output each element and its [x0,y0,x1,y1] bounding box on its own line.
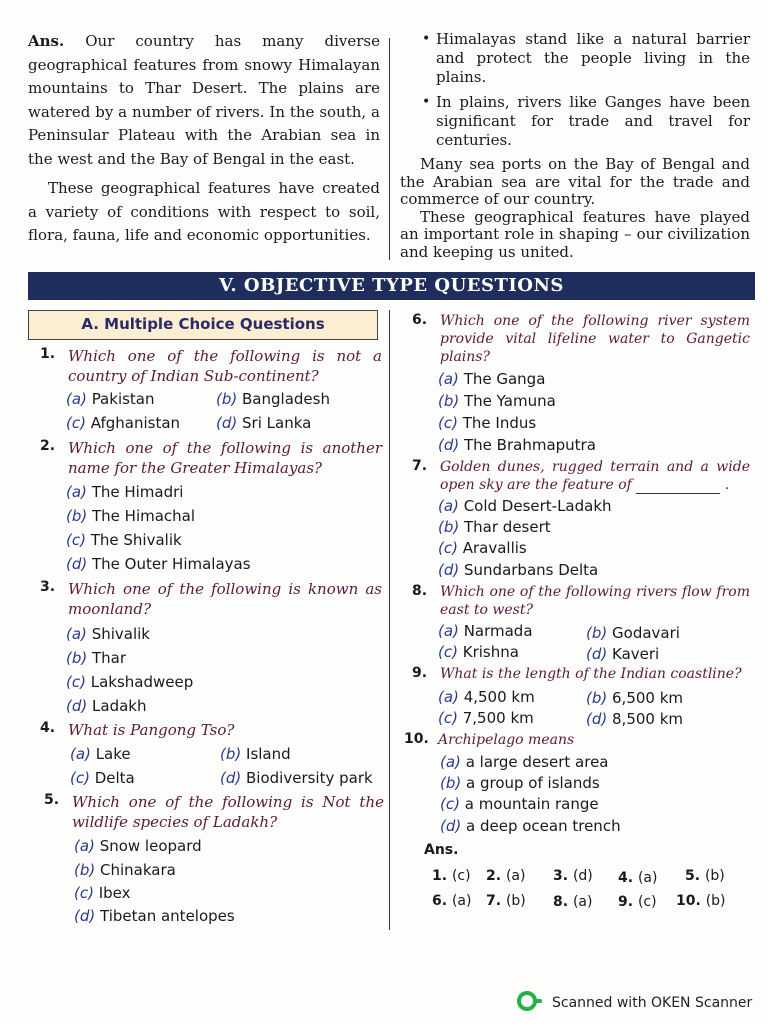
answer-key-item: 9. (c) [618,894,657,910]
option: (b) Godavari [586,624,680,642]
question-number: 4. [40,720,56,736]
answer-key-item: 10. (b) [676,893,726,909]
answer-key-item: 3. (d) [553,868,593,884]
answer-key-item: 2. (a) [486,868,526,884]
answer-key-item: 7. (b) [486,893,526,909]
question-text: Which one of the following is known as moonland? [68,580,382,618]
question-text: What is the length of the Indian coastline? [440,666,742,682]
bullet-item [400,93,750,150]
question-number: 3. [40,579,56,595]
question-text: Which one of the following is not a country of Indian Sub-continent? [68,347,382,385]
option: (d) Sundarbans Delta [438,561,599,579]
option: (b) Chinakara [74,861,176,879]
subsection-heading: A. Multiple Choice Questions [28,310,378,340]
answer-lead: Ans. [28,32,65,50]
option: (d) 8,500 km [586,710,684,728]
question-number: 6. [412,312,428,328]
scanner-watermark [516,990,752,1016]
answer-paragraph-4: These geographical features have played an important role in shaping – our civilization and keeping us united. [400,207,750,261]
question-number: 7. [412,458,428,474]
option: (b) Island [220,745,291,763]
option: (c) Lakshadweep [66,673,194,691]
option: (a) 4,500 km [438,688,535,706]
option: (d) The Outer Himalayas [66,555,251,573]
question-number: 5. [44,792,60,808]
bullet-item [400,30,750,87]
answer-key-item: 6. (a) [432,893,472,909]
answer-key-label: Ans. [424,842,459,858]
question-number: 2. [40,438,56,454]
option: (a) Lake [70,745,131,763]
column-divider [389,310,390,930]
option: (d) Tibetan antelopes [74,907,235,925]
answer-left-column [28,30,380,248]
answer-key-item: 1. (c) [432,868,471,884]
answer-right-column [400,30,750,261]
option: (c) Krishna [438,643,519,661]
option: (a) The Ganga [438,370,546,388]
answer-blank [636,480,720,494]
answer-key-item: 8. (a) [553,894,593,910]
question-text: Which one of the following river system provide vital lifeline water to Gangetic plains? [440,313,750,365]
option: (a) Pakistan [66,390,155,408]
section-banner: V. OBJECTIVE TYPE QUESTIONS [28,272,755,300]
option: (d) Ladakh [66,697,147,715]
option: (d) Kaveri [586,645,660,663]
option: (d) a deep ocean trench [440,817,621,835]
option: (a) a large desert area [440,753,609,771]
option: (a) Cold Desert-Ladakh [438,497,612,515]
bullet-text: In plains, rivers like Ganges have been significant for trade and travel for centuries. [436,93,750,149]
scanner-watermark-text: Scanned with OKEN Scanner [552,995,753,1011]
option: (c) 7,500 km [438,709,534,727]
question-number: 1. [40,346,56,362]
question-text: Which one of the following is Not the wildlife species of Ladakh? [72,793,384,831]
option: (c) a mountain range [440,795,599,813]
answer-paragraph-2: These geographical features have created a variety of conditions with respect to soil, flora, fauna, life and economic opportunities. [28,179,380,244]
question-text: Which one of the following rivers flow from east to west? [440,584,750,618]
question-text: Archipelago means [438,732,575,748]
answer-paragraph-1 [28,30,380,171]
option: (a) The Himadri [66,483,184,501]
option: (b) a group of islands [440,774,600,792]
answer-key-item: 5. (b) [685,868,725,884]
column-divider [389,38,390,260]
option: (d) Sri Lanka [216,414,312,432]
option: (c) The Indus [438,414,537,432]
option: (b) The Yamuna [438,392,556,410]
option: (b) The Himachal [66,507,196,525]
option: (c) Ibex [74,884,131,902]
question-text: What is Pangong Tso? [68,721,235,739]
option: (a) Narmada [438,622,533,640]
answer-text: Our country has many diverse geographical features from snowy Himalayan mountains to Thar Desert. The plains are watered by a number of rivers. In the south, a Peninsular Plateau with the Arabian sea in the west and the Bay of Bengal in the east. [28,32,380,168]
question-text: Which one of the following is another name for the Greater Himalayas? [68,439,382,477]
option: (b) 6,500 km [586,689,684,707]
bullet-text: Himalayas stand like a natural barrier and protect the people living in the plains. [436,30,750,86]
scanner-logo-icon [516,990,544,1016]
option: (c) Aravallis [438,539,527,557]
question-number: 10. [404,731,429,747]
option: (c) Afghanistan [66,414,181,432]
answer-section [0,30,768,260]
option: (b) Thar desert [438,518,551,536]
option: (a) Shivalik [66,625,150,643]
answer-paragraph-3: Many sea ports on the Bay of Bengal and the Arabian sea are vital for the trade and commerce of our country. [400,155,750,208]
bullet-icon: • [422,31,431,47]
question-number: 9. [412,665,428,681]
option: (c) The Shivalik [66,531,182,549]
bullet-icon: • [422,94,431,110]
question-text: Golden dunes, rugged terrain and a wide open sky are the feature of . [440,459,750,493]
option: (b) Bangladesh [216,390,330,408]
option: (a) Snow leopard [74,837,202,855]
option: (c) Delta [70,769,135,787]
option: (b) Thar [66,649,127,667]
answer-key-item: 4. (a) [618,870,658,886]
option: (d) The Brahmaputra [438,436,596,454]
question-number: 8. [412,583,428,599]
option: (d) Biodiversity park [220,769,373,787]
